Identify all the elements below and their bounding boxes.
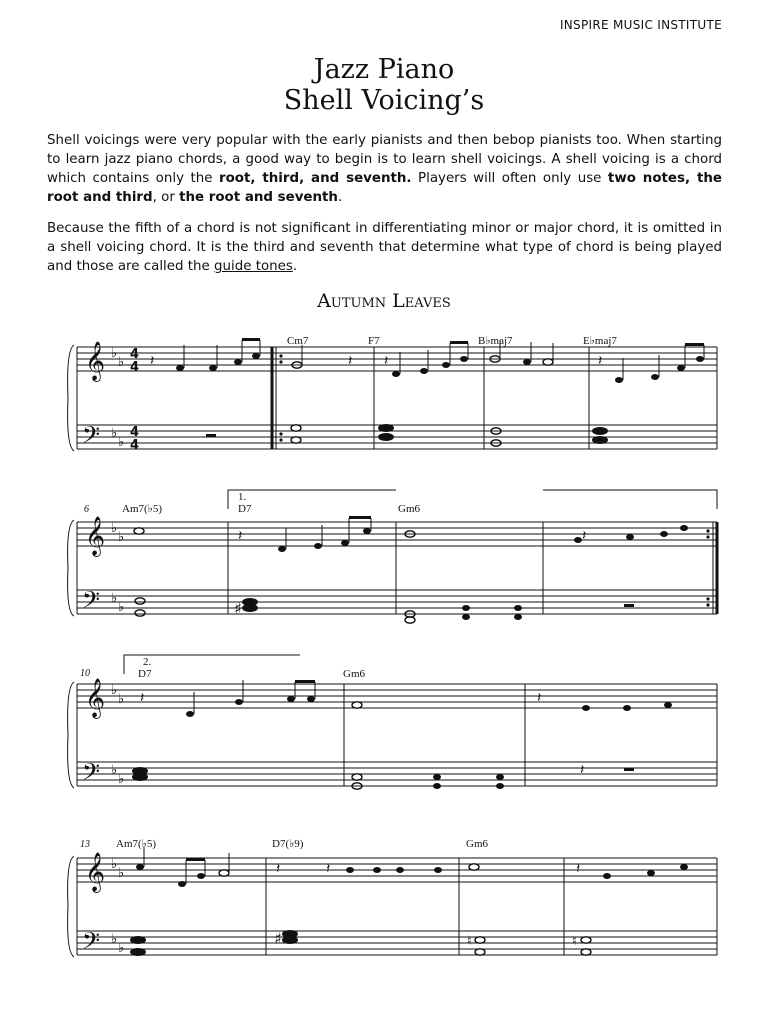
header-institute: INSPIRE MUSIC INSTITUTE — [559, 18, 722, 32]
bass-clef-icon: 𝄢 — [82, 586, 101, 619]
chord-symbol: B♭maj7 — [478, 335, 513, 347]
bass-clef-icon: 𝄢 — [82, 758, 101, 791]
time-sig-bottom: 4 — [130, 360, 140, 375]
text-run: . — [337, 190, 343, 205]
rest-icon: 𝄽 — [348, 353, 353, 369]
rest-icon: 𝄽 — [537, 690, 542, 706]
intro-paragraph-1 — [47, 131, 722, 207]
key-flat-icon: ♭ — [118, 692, 125, 707]
chord-symbol: Am7(♭5) — [122, 503, 163, 515]
text-run: . — [292, 259, 298, 274]
natural-icon: ♮ — [467, 934, 472, 949]
rest-icon: 𝄽 — [140, 690, 145, 706]
key-flat-icon: ♭ — [111, 521, 118, 536]
time-sig-bottom: 4 — [130, 438, 140, 453]
key-flat-icon: ♭ — [111, 763, 118, 778]
intro-paragraph-2 — [47, 219, 722, 276]
system-2 — [68, 490, 717, 616]
treble-clef-icon: 𝄞 — [85, 852, 106, 892]
sharp-icon: ♯ — [274, 929, 282, 948]
system-4 — [68, 856, 717, 957]
chord-symbol: D7 — [238, 503, 252, 515]
key-flat-icon: ♭ — [111, 426, 118, 441]
measure-number: 10 — [80, 668, 90, 679]
chord-symbol: Am7(♭5) — [116, 838, 157, 850]
bold-run: , — [684, 171, 697, 186]
bold-run: the root and third — [47, 171, 722, 205]
key-flat-icon: ♭ — [111, 932, 118, 947]
song-title: Autumn Leaves — [317, 290, 451, 312]
chord-symbol: F7 — [368, 335, 380, 347]
page-title — [0, 54, 768, 116]
whole-rest — [624, 768, 634, 771]
chord-symbol: Cm7 — [287, 335, 309, 347]
brace — [68, 520, 74, 616]
whole-rest — [624, 604, 634, 607]
bold-run: the root and seventh — [179, 190, 338, 205]
rest-icon: 𝄽 — [150, 353, 155, 369]
rest-icon: 𝄽 — [598, 353, 603, 369]
key-flat-icon: ♭ — [118, 941, 125, 956]
key-flat-icon: ♭ — [118, 772, 125, 787]
brace — [68, 856, 74, 957]
ending-number: 2. — [143, 656, 152, 668]
rest-icon: 𝄽 — [576, 861, 581, 877]
ending-bracket — [228, 490, 396, 509]
guide-tones-link: guide tones — [214, 259, 293, 274]
chord-symbol: D7(♭9) — [272, 838, 304, 850]
key-flat-icon: ♭ — [118, 600, 125, 615]
rest-icon: 𝄽 — [580, 762, 585, 778]
text-run: Shell voicings were very popular with the early pianists and then bebop pianists too. When starting to learn jazz piano chords, a good way to begin is to learn shell voicings. A shell voicing is a chord which contains only the — [47, 133, 722, 186]
measure-number: 13 — [80, 839, 90, 850]
key-flat-icon: ♭ — [111, 683, 118, 698]
time-sig-top: 4 — [130, 347, 140, 362]
bass-staff — [77, 425, 717, 449]
bold-run: root, third, and seventh. — [218, 171, 412, 186]
title-line-1: Jazz Piano — [313, 54, 455, 85]
sharp-icon: ♯ — [234, 599, 242, 618]
chord-symbol: Gm6 — [343, 668, 365, 680]
key-flat-icon: ♭ — [111, 346, 118, 361]
ending-number: 1. — [238, 491, 247, 503]
chord-symbol: Gm6 — [398, 503, 420, 515]
brace — [68, 682, 74, 788]
brace — [68, 345, 74, 451]
time-sig-top: 4 — [130, 425, 140, 440]
bass-clef-icon: 𝄢 — [82, 927, 101, 960]
measure-number: 6 — [84, 504, 89, 515]
title-line-2: Shell Voicing’s — [283, 85, 485, 116]
system-3 — [68, 655, 717, 788]
natural-icon: ♮ — [572, 934, 577, 949]
key-flat-icon: ♭ — [111, 857, 118, 872]
treble-clef-icon: 𝄞 — [85, 678, 106, 718]
chord-symbol: D7 — [138, 668, 152, 680]
treble-clef-icon: 𝄞 — [85, 341, 106, 381]
text-run: Because the fifth of a chord is not significant in differentiating minor or major chord, it is omitted in a shell voicing chord. It is the third and seventh that determine what type of chord is being played and those are called the — [47, 221, 722, 274]
key-flat-icon: ♭ — [118, 530, 125, 545]
rest-icon: 𝄽 — [326, 861, 331, 877]
rest-icon: 𝄽 — [276, 861, 281, 877]
text-run: , or — [152, 190, 180, 205]
key-flat-icon: ♭ — [118, 435, 125, 450]
key-flat-icon: ♭ — [118, 355, 125, 370]
key-flat-icon: ♭ — [118, 866, 125, 881]
ending-bracket — [543, 490, 717, 509]
bold-run: two notes — [607, 171, 685, 186]
treble-staff — [77, 347, 717, 371]
chord-symbol: Gm6 — [466, 838, 488, 850]
rest-icon: 𝄽 — [384, 353, 389, 369]
chord-symbol: E♭maj7 — [583, 335, 617, 347]
sheet-music — [0, 325, 768, 985]
treble-clef-icon: 𝄞 — [85, 516, 106, 556]
bass-clef-icon: 𝄢 — [82, 421, 101, 454]
rest-icon: 𝄽 — [582, 528, 587, 544]
whole-rest — [206, 434, 216, 437]
key-flat-icon: ♭ — [111, 591, 118, 606]
text-run: Players will often only use — [411, 171, 608, 186]
rest-icon: 𝄽 — [238, 528, 243, 544]
